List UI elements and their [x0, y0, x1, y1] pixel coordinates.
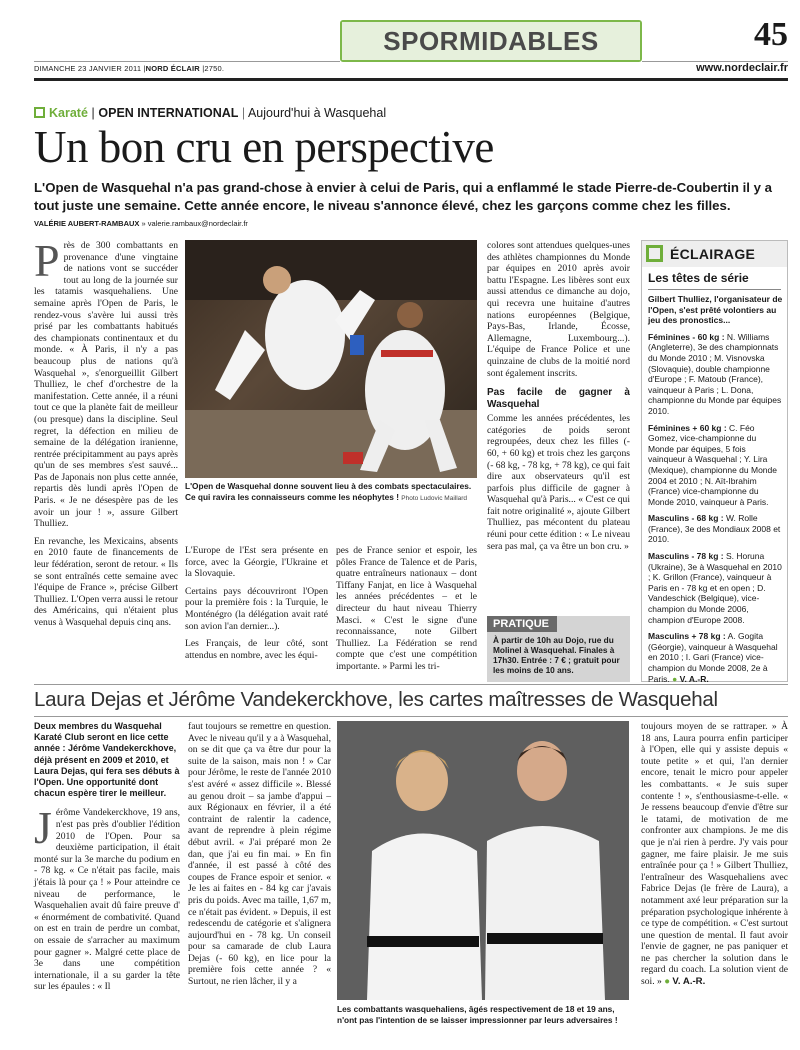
sidebar-label: ÉCLAIRAGE: [670, 246, 756, 262]
sidebar-entry-text: C. Féo Gomez, vice-championne du Monde par équipes, 5 fois vainqueur à Wasquehal ; Y. Lira (Mexique), championne du Monde 2004 et 2010 ; N. Aït-Ibrahim (France) vice-championne du Monde 2010, vainqueur à Paris.: [648, 422, 777, 507]
headline: Un bon cru en perspective: [34, 122, 494, 172]
byline-email[interactable]: » valerie.rambaux@nordeclair.fr: [141, 219, 248, 228]
second-column-1: [34, 721, 180, 993]
sidebar-entry: [648, 631, 783, 684]
header-rule: [34, 78, 788, 81]
karate-action-illustration: [185, 240, 477, 478]
main-photo-caption-text: L'Open de Wasquehal donne souvent lieu à des combats spectaculaires. Ce qui ravira les connaisseurs comme les néophytes !: [185, 481, 472, 502]
main-col4-para-2: Comme les années précédentes, les catégories de poids seront regroupées, deux chez les filles (- 60, + 60 kg) et trois chez les garçons (- 68 kg, - 78 kg, + 78 kg), ce qui fait dire aux observateurs qu'il est parfois plus difficile de gagner à Wasquehal qu'à Paris... « C'est ce qui fait notre originalité », ajoute Gilbert Thulliez, pas mécontent du plateau réuni pour cette édition : « Le niveau sera pas mal, ça va être un bon cru. »: [487, 413, 630, 552]
paper-name: NORD ÉCLAIR: [145, 64, 200, 73]
second-col1-text: érôme Vandekerckhove, 19 ans, n'est pas près d'oublier l'édition 2010 de l'Open. Pour sa deuxième participation, il était monté sur la 3e marche du podium en - 78 kg. « Ce n'était pas facile, mais j'étais là pour ça ! » Pour atteindre ce niveau de performance, le Wasquehalien avait dû faire preuve d' « énormément de combativité. Quand on est en train de perdre un combat, on essaie de s'arracher au maximum pour gagner ». Malgré cette place de 3e dans une compétition internationale, il a su garder la tête sur les épaules : « Il: [34, 807, 180, 993]
dateline: DIMANCHE 23 JANVIER 2011 |NORD ÉCLAIR |2750.: [34, 64, 225, 73]
main-column-1: [34, 235, 178, 629]
athletes-illustration: [337, 721, 629, 1000]
sidebar-signature: V. A.-R.: [679, 673, 709, 684]
page-code: 2750.: [204, 64, 225, 73]
kicker-sub: Aujourd'hui à Wasquehal: [247, 106, 387, 120]
athletes-photo: [337, 721, 629, 1000]
main-column-3: [336, 545, 477, 673]
main-col2-para-3: Les Français, de leur côté, sont attendus en nombre, avec les équi-: [185, 638, 328, 661]
second-col2-para: faut toujours se remettre en question. Avec le niveau qu'il y a à Wasquehal, on se dit que ça va être dur pour la suite de la saison, mais non ! » Car pour Jérôme, le reste de l'année 2010 s'est avéré « assez difficile ». Blessé au genou droit – sa jambe d'appui – aux Régionaux en février, il a été contraint de ralentir la cadence, avant de reprendre à plein régime début avril. « J'ai préparé mon 2e dan, que j'ai eu fin mai. » En fin d'année, il est passé à côté des coupes de France espoir et senior. « Je les ai faites en - 84 kg car j'avais pris du poids. Avec ma taille, 1,67 m, ce n'était pas évident. » Depuis, il est redescendu de catégorie et s'alignera aujourd'hui en - 78 kg. Un conseil pour sa camarade de club Laura Dejas (- 60 kg), en lice pour la première fois cette année ? « Surtout, ne rien lâcher, il y a: [188, 721, 331, 988]
dropcap: P: [34, 235, 60, 286]
section-title: SPORMIDABLES: [342, 22, 640, 60]
main-col4-para-1: colores sont attendues quelques-unes des athlètes championnes du Monde par équipes en 2010 après avoir battu l'Espagne. Les libères sont eux aussi attendus ce dimanche au dojo, qui recevra une huitaine d'autres nations européennes (Belgique, Pays-Bas, Irlande, Écosse, Allemagne, Luxembourg...). L'équipe de France Police et une quinzaine de clubs de la moitié nord sont également inscrits.: [487, 240, 630, 379]
main-photo-caption: [185, 481, 477, 504]
sidebar-square-icon: [646, 245, 663, 262]
main-column-4: [487, 240, 630, 552]
second-col3-para: [641, 721, 788, 988]
sidebar-entry-category: Féminines + 60 kg :: [648, 422, 727, 433]
karate-action-photo: [185, 240, 477, 478]
main-column-2: [185, 545, 328, 661]
eclairage-sidebar: [641, 240, 788, 682]
main-col3-para-1: pes de France senior et espoir, les pôles France de Talence et de Paris, quatre entraîneurs nationaux – dont Tiffany Fanjat, en lice à Wasquehal les années précédentes – et le directeur du haut niveau Thierry Masci. « C'est le signe d'une reconnaissance, note Gilbert Thulliez. La Fédération se rend compte que c'est une compétition importante. » Parmi les tri-: [336, 545, 477, 672]
sidebar-entry-text: N. Williams (Angleterre), 3e des championnats du Monde 2010 ; M. Visnovska (Slovaquie), double championne d'Europe ; F. Matoub (France), vainqueur à Paris ; L. Dona, championne du Monde par équipes 2010.: [648, 331, 782, 416]
main-col2-para-2: Certains pays découvriront l'Open pour la première fois : la Turquie, le Monténégro (la délégation avait raté son avion l'an dernier...).: [185, 585, 328, 632]
sidebar-header: [642, 241, 787, 267]
sidebar-entry: [648, 513, 783, 545]
sidebar-entry-category: Masculins + 78 kg :: [648, 631, 726, 642]
end-bullet-icon: ●: [672, 673, 678, 684]
kicker-square-icon: [34, 107, 45, 118]
pratique-box: [487, 616, 630, 682]
second-intro: Deux membres du Wasquehal Karaté Club seront en lice cette année : Jérôme Vandekerckhove, déjà présent en 2009 et 2010, et Laura Dejas, qui fera ses débuts à l'Open. Une opportunité dont chacun espère tirer le meilleur.: [34, 721, 180, 799]
sidebar-entry-text: S. Horuna (Ukraine), 3e à Wasquehal en 2010 ; K. Grillon (France), vainqueur à Paris en - 78 kg et en open ; D. Vandeschick (Belgique), vice-champion du Monde 2006, champion d'Europe 2008.: [648, 551, 782, 625]
main-col1-para-2: En revanche, les Mexicains, absents en 2010 faute de financements de leur fédération, seront de retour. « Ils se sont entraînés cette semaine avec l'équipe de France », précise Gilbert Thulliez. L'Open verra aussi le retour des Américains, qui n'étaient plus venus à Wasquehal depuis cinq ans.: [34, 535, 178, 628]
pratique-text: À partir de 10h au Dojo, rue du Molinel à Wasquehal. Finales à 17h30. Entrée : 7 € ; gratuit pour les moins de 10 ans.: [493, 635, 620, 675]
second-headline-rule: [34, 716, 788, 717]
sidebar-body: [648, 294, 783, 684]
sidebar-entry: [648, 332, 783, 417]
second-col3-text: toujours moyen de se rattraper. » À 18 ans, Laura pourra enfin participer à l'Open, elle qui y assiste depuis « toute petite » et qui, l'an dernier encore, tenait le micro pour appeler les combattants. « Je suis super contente ! », s'enthousiasme-t-elle. « Je ressens beaucoup d'envie d'être sur le tatami, de motivation de me confronter aux champions. Je me dis que je n'ai rien à perdre. J'y vais pour gagner, me faire plaisir. Je me suis entraînée pour ça ! » Gilbert Thulliez, l'entraîneur des Wasquehaliens avec Fabrice Dejas (le frère de Laura), a notamment axé leur préparation sur la préparation psychologique inhérente à ce type de compétition. « C'est surtout une question de mental. Il faut avoir l'envie de gagner, ne pas paniquer et ne pas chercher la solution dans le regard du coach. La solution vient de soi. »: [641, 721, 788, 988]
byline-author: VALÉRIE AUBERT-RAMBAUX: [34, 219, 140, 228]
issue-date: DIMANCHE 23 JANVIER 2011: [34, 64, 142, 73]
kicker-event: OPEN INTERNATIONAL: [98, 106, 239, 120]
page-number: 45: [754, 16, 788, 53]
header-left-rule: [34, 18, 340, 62]
kicker-category: Karaté: [49, 106, 88, 120]
sidebar-entry-category: Masculins - 78 kg :: [648, 551, 724, 562]
main-col1-para-1: rès de 300 combattants en provenance d'une vingtaine de nations vont se succéder tout au long de la journée sur les tatamis wasquehaliens. Une semaine après l'Open de Paris, le rendez-vous s'avère lui aussi très prisé par les combattants habitués des championats continentaux et du monde. « À Paris, il n'y a pas beaucoup plus de nations qu'à Wasquehal », s'enorgueillit Gilbert Thulliez, le chef d'orchestre de la manifestation. Cette année, il a réuni tout ce que la planète fait de meilleur (ou presque) dans la discipline. Seul regret, la défection en milieu de semaine de la délégation iranienne, rentrée précipitamment au pays après qu'un de ses membres s'est sauvé... Pas de Japonais non plus cette année, repartis dès lundi après l'Open de Paris. « Je ne désespère pas de les avoir un jour ! », assure Gilbert Thulliez.: [34, 240, 178, 530]
sidebar-entry: [648, 423, 783, 508]
end-bullet-icon: ●: [664, 976, 670, 988]
second-column-2: [188, 721, 331, 988]
sidebar-entry-category: Féminines - 60 kg :: [648, 331, 725, 342]
photo-credit: Photo Ludovic Maillard: [401, 494, 468, 502]
sidebar-entry-text: A. Gogita (Géorgie), vainqueur à Wasquehal en 2010 ; I. Gari (France) vice-champion du Monde 2008, 2e à Paris.: [648, 631, 778, 684]
sidebar-entry-category: Masculins - 68 kg :: [648, 513, 724, 524]
kicker: Karaté | OPEN INTERNATIONAL | Aujourd'hui à Wasquehal: [34, 106, 386, 120]
section-banner: [340, 20, 642, 62]
website-link[interactable]: www.nordeclair.fr: [696, 62, 788, 74]
pratique-title: PRATIQUE: [487, 616, 557, 632]
second-col1-para: [34, 802, 180, 993]
sidebar-entry-text: W. Rolle (France), 3e des Mondiaux 2008 et 2010.: [648, 513, 781, 545]
second-headline: Laura Dejas et Jérôme Vandekerckhove, les cartes maîtresses de Wasquehal: [34, 688, 718, 711]
section-divider: [34, 684, 788, 685]
sidebar-rule: [648, 289, 781, 290]
sidebar-entry: [648, 551, 783, 625]
byline: [34, 219, 248, 228]
main-col2-para-1: L'Europe de l'Est sera présente en force, avec la Géorgie, l'Ukraine et la Slovaquie.: [185, 545, 328, 580]
second-signature: V. A.-R.: [672, 976, 706, 988]
second-column-3: [641, 721, 788, 988]
main-subhead: Pas facile de gagner à Wasquehal: [487, 387, 630, 411]
second-photo-caption: Les combattants wasquehaliens, âgés respectivement de 18 et 19 ans, n'ont pas l'intention de se laisser impressionner par leurs adversaires !: [337, 1004, 618, 1025]
sidebar-intro: Gilbert Thulliez, l'organisateur de l'Open, s'est prêté volontiers au jeu des pronostics...: [648, 294, 783, 326]
second-dropcap: J: [34, 802, 52, 854]
sidebar-title: Les têtes de série: [648, 271, 749, 285]
standfirst: L'Open de Wasquehal n'a pas grand-chose à envier à celui de Paris, qui a enflammé le stade Pierre-de-Coubertin il y a tout juste une semaine. Cette année encore, le niveau s'annonce élevé, chez les garçons comme chez les filles.: [34, 180, 772, 213]
